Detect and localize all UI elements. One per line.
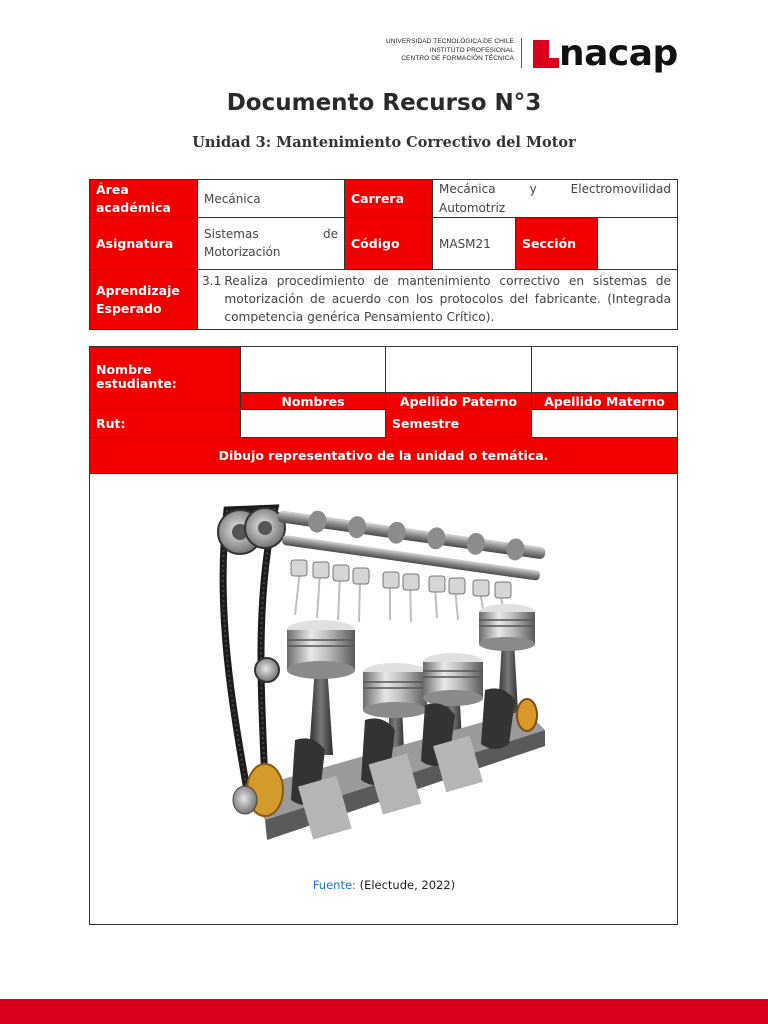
- institution-line-1: UNIVERSIDAD TECNOLÓGICA DE CHILE: [385, 38, 514, 45]
- seccion-label-cell: [515, 217, 598, 270]
- area-label-cell: [89, 179, 198, 218]
- codigo-label: Código: [351, 235, 400, 251]
- apellido-materno-input[interactable]: [531, 346, 678, 393]
- area-value: Mecánica: [204, 191, 261, 206]
- rut-label-cell: [89, 409, 241, 438]
- crank-nose-icon: [233, 786, 257, 814]
- apellido-materno-header: [531, 392, 678, 410]
- logo-divider: [521, 38, 522, 68]
- page-subtitle: Unidad 3: Mantenimiento Correctivo del Motor: [192, 134, 576, 151]
- carrera-value-cell: [432, 179, 678, 218]
- rut-label: Rut:: [96, 415, 126, 431]
- institution-text: [386, 38, 514, 64]
- nombres-header: [240, 392, 386, 410]
- carrera-value: Mecánica y Electromovilidad Automotriz: [439, 182, 671, 215]
- nombres-header-label: Nombres: [281, 393, 345, 409]
- asignatura-value-cell: [197, 217, 345, 270]
- aprendizaje-label: Aprendizaje Esperado: [96, 282, 180, 316]
- carrera-label-cell: [344, 179, 433, 218]
- nombres-input[interactable]: [240, 346, 386, 393]
- apellido-paterno-header: [385, 392, 532, 410]
- piston-3: [423, 653, 483, 706]
- nombre-label-cell: [89, 346, 241, 410]
- codigo-value: MASM21: [439, 236, 491, 251]
- codigo-value-cell: [432, 217, 516, 270]
- aprendizaje-number: 3.1: [202, 274, 222, 288]
- nombre-label: Nombre estudiante:: [96, 362, 177, 391]
- inacap-logo: [533, 33, 678, 80]
- engine-illustration: [205, 490, 560, 875]
- carrera-label: Carrera: [351, 190, 405, 206]
- rear-seal-icon: [517, 699, 537, 731]
- asignatura-label-cell: [89, 217, 198, 270]
- apellido-paterno-input[interactable]: [385, 346, 532, 393]
- institution-line-3: CENTRO DE FORMACIÓN TÉCNICA: [401, 55, 514, 63]
- asignatura-label: Asignatura: [96, 235, 174, 251]
- apellido-paterno-header-label: Apellido Paterno: [399, 393, 518, 409]
- aprendizaje-value-cell: [197, 269, 678, 330]
- institution-line-2: INSTITUTO PROFESIONAL: [429, 46, 514, 54]
- seccion-label: Sección: [522, 235, 577, 251]
- piston-2: [363, 663, 427, 718]
- seccion-value-cell[interactable]: [597, 217, 678, 270]
- codigo-label-cell: [344, 217, 433, 270]
- area-label: Área académica: [96, 181, 171, 215]
- asignatura-value: Sistemas de Motorización: [204, 227, 338, 259]
- area-value-cell: [197, 179, 345, 218]
- piston-4: [479, 604, 535, 651]
- caption-source-label: Fuente:: [312, 878, 356, 892]
- aprendizaje-label-cell: [89, 269, 198, 330]
- aprendizaje-text: Realiza procedimiento de mantenimiento correctivo en sistemas de motorización de acuerdo con los protocolos del fabricante. (Integrada competencia genérica Pensamiento Crítico).: [224, 274, 671, 324]
- apellido-materno-header-label: Apellido Materno: [544, 393, 665, 409]
- figure-caption: [0, 878, 768, 892]
- footer-bar: [0, 999, 768, 1024]
- logo-wordmark: nacap: [559, 33, 678, 74]
- tensioner-pulley-icon: [255, 658, 279, 682]
- caption-citation: (Electude, 2022): [359, 878, 456, 892]
- semestre-input[interactable]: [531, 409, 678, 438]
- cam-gear-2-hub: [258, 521, 272, 535]
- rut-input[interactable]: [240, 409, 386, 438]
- figure-header: [89, 437, 678, 474]
- logo-mark-step: [533, 58, 559, 68]
- semestre-label: Semestre: [392, 415, 460, 431]
- page-title: Documento Recurso N°3: [226, 90, 542, 116]
- semestre-label-cell: [385, 409, 532, 438]
- piston-1: [287, 620, 355, 679]
- figure-header-label: Dibujo representativo de la unidad o temática.: [218, 448, 549, 463]
